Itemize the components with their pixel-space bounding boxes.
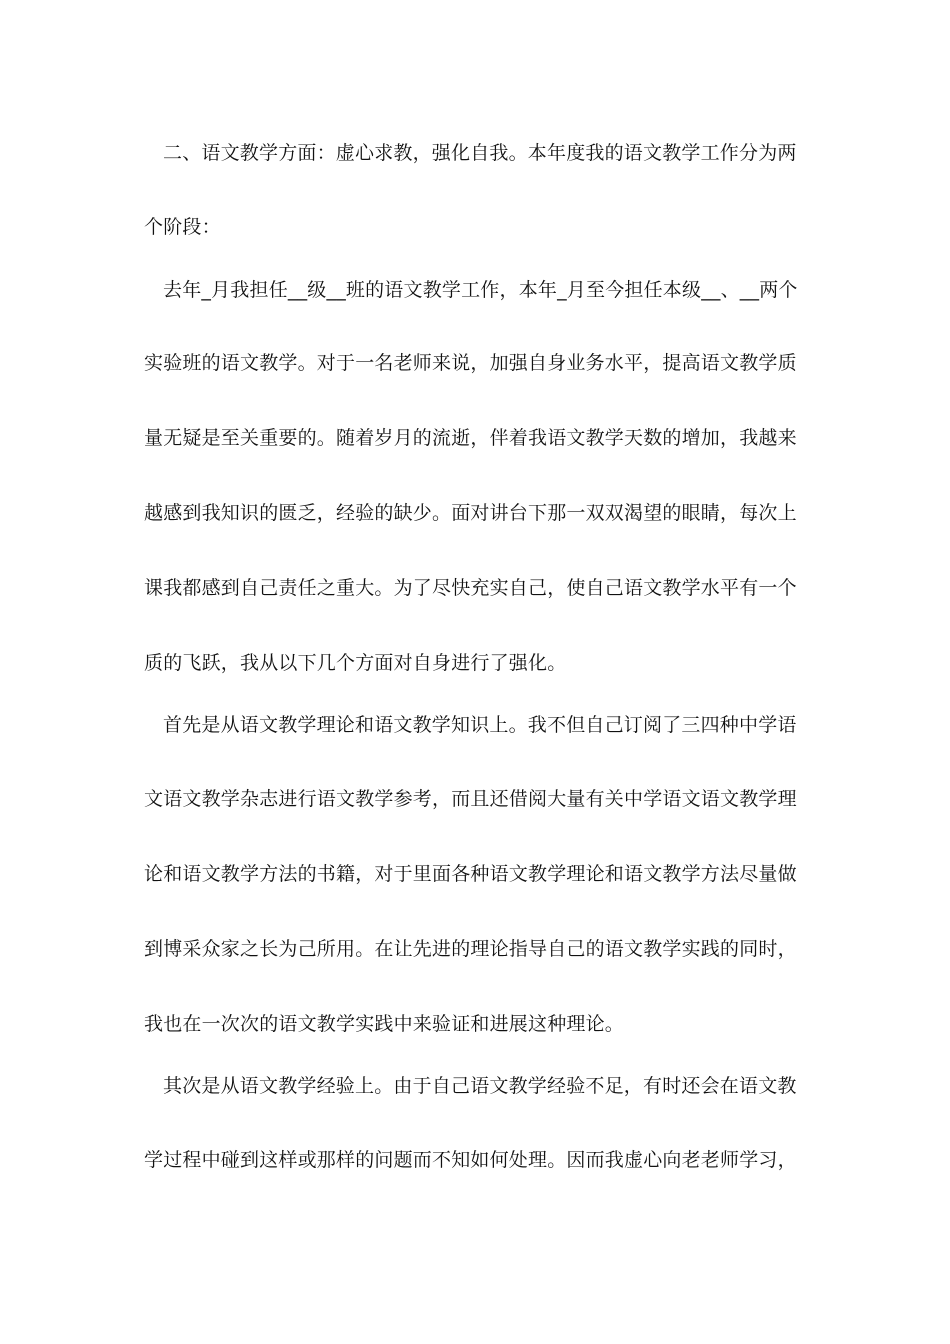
text-line: 论和语文教学方法的书籍，对于里面各种语文教学理论和语文教学方法尽量做	[144, 863, 797, 885]
text-line: 越感到我知识的匮乏，经验的缺少。面对讲台下那一双双渴望的眼睛，每次上	[144, 502, 797, 524]
text-line: 学过程中碰到这样或那样的问题而不知如何处理。因而我虚心向老老师学习，	[144, 1149, 797, 1171]
text-line: 实验班的语文教学。对于一名老师来说，加强自身业务水平，提高语文教学质	[144, 352, 797, 374]
text-line: 量无疑是至关重要的。随着岁月的流逝，伴着我语文教学天数的增加，我越来	[144, 427, 797, 449]
text-line: 课我都感到自己责任之重大。为了尽快充实自己，使自己语文教学水平有一个	[144, 577, 797, 599]
text-line: 文语文教学杂志进行语文教学参考，而且还借阅大量有关中学语文语文教学理	[144, 788, 797, 810]
text-line: 个阶段：	[144, 216, 221, 238]
text-line: 到博采众家之长为己所用。在让先进的理论指导自己的语文教学实践的同时，	[144, 938, 797, 960]
text-line: 其次是从语文教学经验上。由于自己语文教学经验不足，有时还会在语文教	[163, 1075, 797, 1097]
text-line: 首先是从语文教学理论和语文教学知识上。我不但自己订阅了三四种中学语	[163, 714, 797, 736]
text-line: 二、语文教学方面：虚心求教，强化自我。本年度我的语文教学工作分为两	[163, 142, 797, 164]
text-line: 我也在一次次的语文教学实践中来验证和进展这种理论。	[144, 1013, 625, 1035]
text-line: 质的飞跃，我从以下几个方面对自身进行了强化。	[144, 652, 567, 674]
text-line: 去年_月我担任__级__班的语文教学工作，本年_月至今担任本级__、__两个	[163, 279, 798, 301]
